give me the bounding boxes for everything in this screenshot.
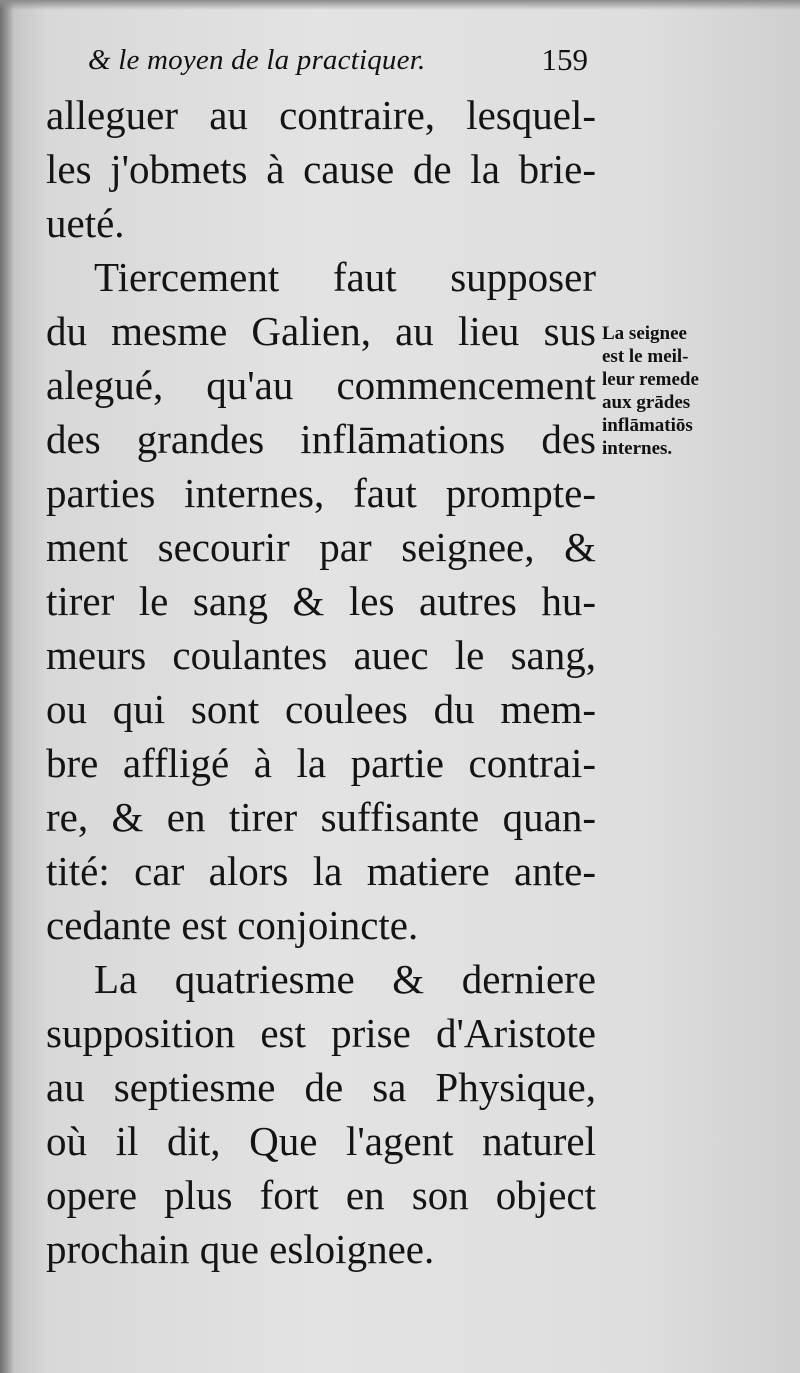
margin-note-line: internes. (602, 438, 673, 459)
text-line: cedante est conjoincte. (46, 902, 419, 948)
text-line: meurs coulantes auec le sang, (46, 632, 596, 678)
text-line: supposition est prise d'Aristote (46, 1010, 596, 1056)
page-top-shadow (0, 0, 800, 10)
text-line: tirer le sang & les autres hu- (46, 578, 596, 624)
text-line: alleguer au contraire, lesquel- (46, 92, 596, 138)
text-line: les j'obmets à cause de la brie- (46, 146, 596, 192)
running-head: & le moyen de la practiquer. (88, 44, 426, 76)
text-line: ou qui sont coulees du mem- (46, 686, 596, 732)
margin-note-line: aux grādes (602, 392, 691, 413)
body-text (46, 88, 606, 1276)
text-line: Tiercement faut supposer (94, 254, 596, 300)
margin-note-line: leur remede (602, 369, 699, 390)
page-number: 159 (541, 42, 588, 77)
text-line: tité: car alors la matiere ante- (46, 848, 596, 894)
margin-note-line: est le meil- (602, 346, 689, 367)
margin-note (602, 322, 772, 460)
text-line: ment secourir par seignee, & (46, 524, 596, 570)
text-line: des grandes inflāmations des (46, 416, 596, 462)
text-line: où il dit, Que l'agent naturel (46, 1118, 596, 1164)
margin-note-line: inflāmatiōs (602, 415, 693, 436)
text-line: ueté. (46, 200, 125, 246)
text-line: La quatriesme & derniere (94, 956, 596, 1002)
margin-note-line: La seignee (602, 323, 687, 344)
page-edge-shadow (0, 0, 14, 1373)
text-line: du mesme Galien, au lieu sus (46, 308, 596, 354)
text-line: re, & en tirer suffisante quan- (46, 794, 596, 840)
page-header (88, 38, 608, 88)
text-line: au septiesme de sa Physique, (46, 1064, 596, 1110)
text-line: opere plus fort en son object (46, 1172, 596, 1218)
text-line: alegué, qu'au commencement (46, 362, 596, 408)
text-line: parties internes, faut prompte- (46, 470, 596, 516)
text-line: bre affligé à la partie contrai- (46, 740, 596, 786)
text-line: prochain que esloignee. (46, 1226, 435, 1272)
